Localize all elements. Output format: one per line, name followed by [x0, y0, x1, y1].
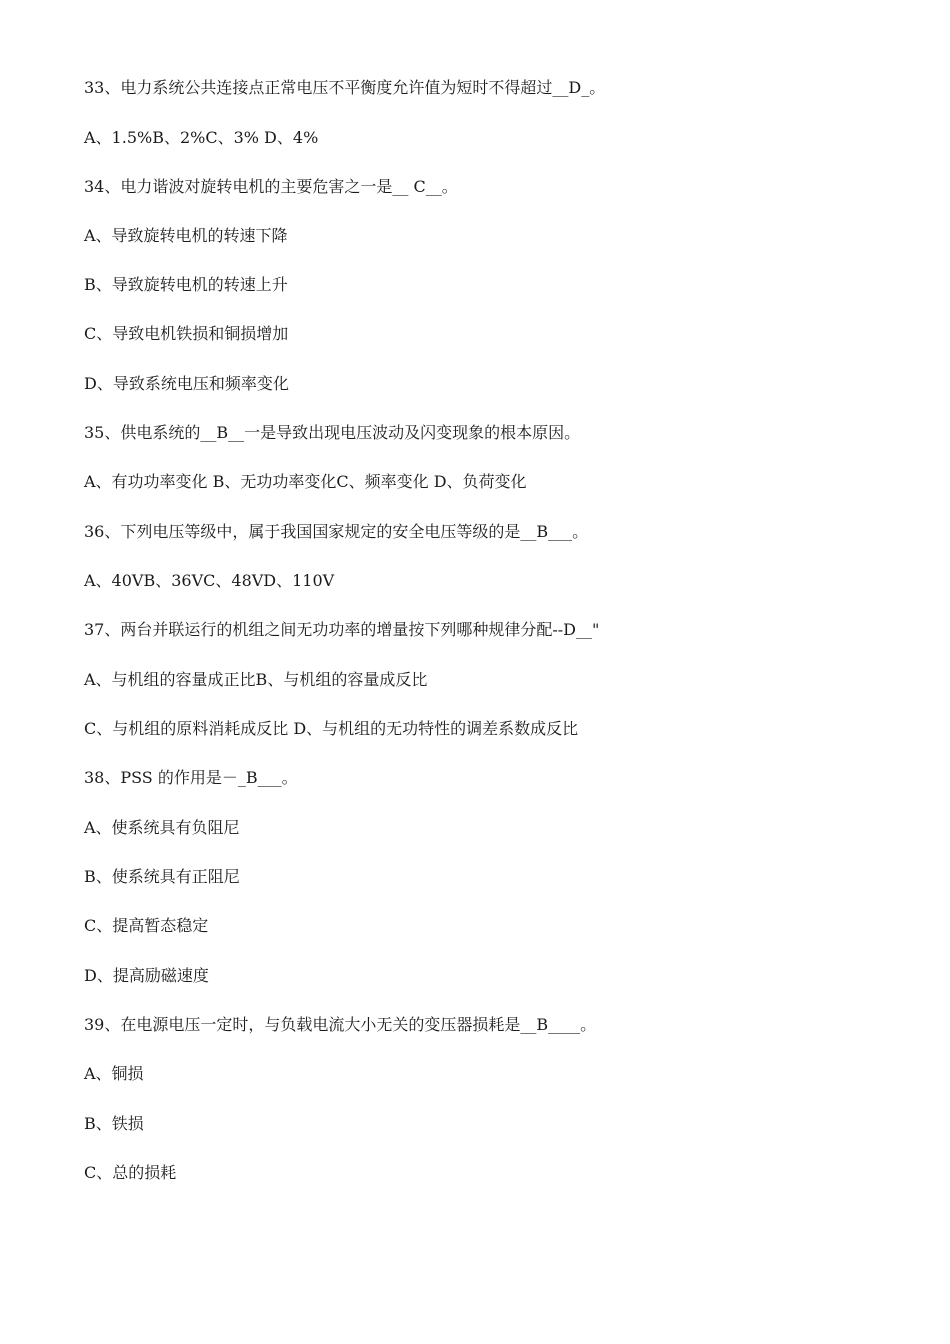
question-35-options: A、有功功率变化 B、无功功率变化C、频率变化 D、负荷变化: [84, 472, 527, 491]
question-39-option-b: B、铁损: [84, 1114, 144, 1133]
question-38-option-d: D、提高励磁速度: [84, 966, 209, 985]
question-36-text: 36、下列电压等级中，属于我国国家规定的安全电压等级的是__B___。: [84, 522, 589, 541]
question-39-option-a: A、铜损: [84, 1064, 144, 1083]
question-34-text: 34、电力谐波对旋转电机的主要危害之一是__ C__。: [84, 177, 458, 196]
question-36-options: A、40VB、36VC、48VD、110V: [84, 571, 335, 590]
question-37-options-cd: C、与机组的原料消耗成反比 D、与机组的无功特性的调差系数成反比: [84, 719, 579, 738]
question-37-options-ab: A、与机组的容量成正比B、与机组的容量成反比: [84, 670, 428, 689]
question-38-text: 38、PSS 的作用是－_B___。: [84, 768, 298, 787]
question-39-text: 39、在电源电压一定时，与负载电流大小无关的变压器损耗是__B____。: [84, 1015, 597, 1034]
question-35-text: 35、供电系统的__B__一是导致出现电压波动及闪变现象的根本原因。: [84, 423, 581, 442]
question-38-option-a: A、使系统具有负阻尼: [84, 818, 240, 837]
question-34-option-b: B、导致旋转电机的转速上升: [84, 275, 288, 294]
question-34-option-c: C、导致电机铁损和铜损增加: [84, 324, 289, 343]
question-34-option-a: A、导致旋转电机的转速下降: [84, 226, 288, 245]
question-38-option-b: B、使系统具有正阻尼: [84, 867, 240, 886]
question-37-text: 37、两台并联运行的机组之间无功功率的增量按下列哪种规律分配--D__": [84, 620, 600, 639]
question-34-option-d: D、导致系统电压和频率变化: [84, 374, 289, 393]
question-38-option-c: C、提高暂态稳定: [84, 916, 209, 935]
question-33-text: 33、电力系统公共连接点正常电压不平衡度允许值为短时不得超过__D_。: [84, 78, 606, 97]
question-39-option-c: C、总的损耗: [84, 1163, 177, 1182]
question-33-options: A、1.5%B、2%C、3% D、4%: [84, 128, 319, 147]
